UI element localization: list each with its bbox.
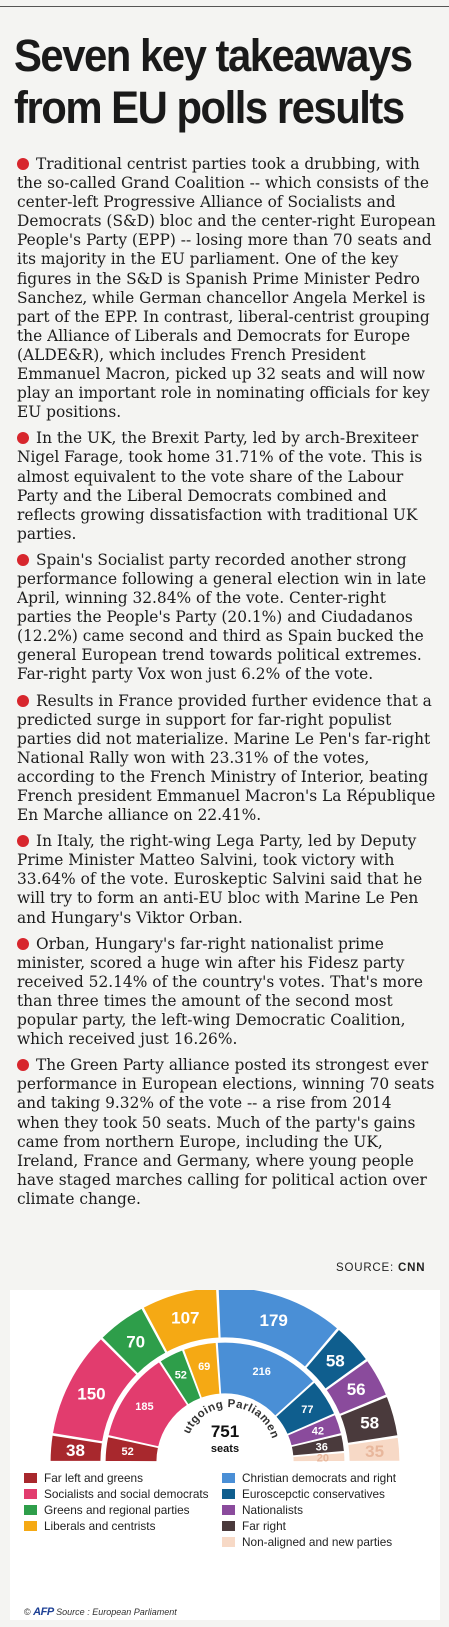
legend-item: Greens and regional parties [24,1502,209,1518]
new-parliament-seat-label: 150 [77,1384,106,1404]
parliament-chart [10,1290,440,1465]
legend-item: Socialists and social democrats [24,1486,209,1502]
new-parliament-seat-label: 179 [259,1311,288,1331]
swatch-icon [222,1537,235,1547]
total-seats: 751 [210,1422,240,1441]
takeaway-paragraph [17,935,437,1050]
legend-item: Non-aligned and new parties [222,1534,396,1550]
takeaway-paragraph [17,429,437,544]
swatch-icon [222,1489,235,1499]
swatch-icon [24,1473,37,1483]
credit-source: Source : European Parliament [56,1607,177,1617]
legend-item: Christian democrats and right [222,1470,396,1486]
outgoing-parliament-seat-label: 42 [311,1425,325,1438]
top-rule [0,6,449,7]
headline-line-1: Seven key takeaways [14,30,412,81]
outgoing-parliament-seat-label: 216 [252,1365,271,1378]
red-bullet-icon [17,938,29,950]
article-body [17,155,437,1216]
new-parliament-seat-label: 58 [325,1351,345,1371]
headline [14,30,412,134]
source-name: CNN [398,1262,426,1274]
paragraph-text: In Italy, the right-wing Lega Party, led by Deputy Prime Minister Matteo Salvini, took victory with 33.64% of the vote. Euroskeptic Salvini said that he will try to form an anti-EU bloc with Marine Le Pen and Hungary's Viktor Orban. [17,832,423,927]
copyright-icon: © [24,1607,31,1617]
paragraph-text: Spain's Socialist party recorded another strong performance following a general election win in late April, winning 32.84% of the vote. Center-right parties the People's Party (20.1%) and Ciudadanos (12.2%) came second and third as Spain bucked the general European trend towards political extremes. Far-right party Vox won just 6.2% of the vote. [17,550,427,684]
swatch-icon [222,1521,235,1531]
legend-right [222,1470,396,1550]
takeaway-paragraph [17,1056,437,1209]
takeaway-paragraph [17,832,437,927]
outgoing-parliament-seat-label: 36 [315,1441,328,1454]
legend-item: Far left and greens [24,1470,209,1486]
swatch-icon [222,1473,235,1483]
new-parliament-seat-label: 35 [365,1441,385,1461]
source-line [336,1262,425,1274]
source-label: SOURCE: [336,1262,394,1274]
new-parliament-seat-label: 107 [171,1308,200,1328]
red-bullet-icon [17,158,29,170]
red-bullet-icon [17,1059,29,1071]
paragraph-text: Traditional centrist parties took a drubbing, with the so-called Grand Coalition -- which consists of the center-left Progressive Alliance of Socialists and Democrats (S&D) bloc and the center-right European People's Party (EPP) -- losing more than 70 seats and its majority in the EU parliament. One of the key figures in the S&D is Spanish Prime Minister Pedro Sanchez, while German chancellor Angela Merkel is part of the EPP. In contrast, liberal-centrist grouping the Alliance of Liberals and Democrats for Europe (ALDE&R), which includes French President Emmanuel Macron, picked up 32 seats and will now play an important role in nominating officials for key EU positions. [17,155,436,422]
legend-item: Liberals and centrists [24,1518,209,1534]
swatch-icon [24,1521,37,1531]
credit-line [24,1606,177,1618]
total-seats-unit: seats [210,1443,240,1455]
takeaway-paragraph [17,692,437,826]
red-bullet-icon [17,695,29,707]
outgoing-parliament-seat-label: 77 [301,1403,314,1416]
center-caption: utgoing Parliamen [181,1398,281,1441]
legend-item: Far right [222,1518,396,1534]
headline-line-2: from EU polls results [14,82,404,133]
outgoing-parliament-seat-label: 185 [135,1401,154,1414]
legend-left [24,1470,209,1534]
chart-card [10,1290,440,1620]
outgoing-parliament-seat-label: 52 [174,1369,187,1382]
paragraph-text: The Green Party alliance posted its strongest ever performance in European elections, winning 70 seats and taking 9.32% of the vote -- a rise from 2014 when they took 50 seats. Much of the party's gains came from northern Europe, including the UK, Ireland, France and Germany, where young people have staged marches calling for political action over climate change. [17,1056,435,1208]
paragraph-text: Results in France provided further evidence that a predicted surge in support for far-right populist parties did not materialize. Marine Le Pen's far-right National Rally won with 23.31% of the votes, according to the French Ministry of Interior, beating French president Emmanuel Macron's La République En Marche alliance on 22.41%. [17,691,436,825]
afp-logo: AFP [33,1606,54,1618]
red-bullet-icon [17,835,29,847]
legend-item: Euroscepctic conservatives [222,1486,396,1502]
new-parliament-seat-label: 38 [66,1441,85,1461]
new-parliament-seat-label: 70 [126,1332,146,1352]
paragraph-text: Orban, Hungary's far-right nationalist prime minister, scored a huge win after his Fidesz party received 52.14% of the country's votes. That's more than three times the amount of the second most popular party, the left-wing Democratic Coalition, which received just 16.26%. [17,934,423,1049]
new-parliament-seat-label: 58 [360,1413,380,1433]
swatch-icon [24,1505,37,1515]
red-bullet-icon [17,432,29,444]
legend-item: Nationalists [222,1502,396,1518]
swatch-icon [222,1505,235,1515]
swatch-icon [24,1489,37,1499]
new-parliament-seat-label: 56 [346,1380,366,1400]
red-bullet-icon [17,554,29,566]
takeaway-paragraph [17,155,437,422]
outgoing-parliament-seat-label: 69 [198,1361,211,1374]
outgoing-parliament-seat-label: 52 [121,1446,134,1459]
paragraph-text: In the UK, the Brexit Party, led by arch-Brexiteer Nigel Farage, took home 31.71% of the vote. This is almost equivalent to the vote share of the Labour Party and the Liberal Democrats combined and reflects growing dissatisfaction with traditional UK parties. [17,429,423,543]
outgoing-parliament-seat-label: 20 [316,1452,330,1465]
takeaway-paragraph [17,551,437,685]
